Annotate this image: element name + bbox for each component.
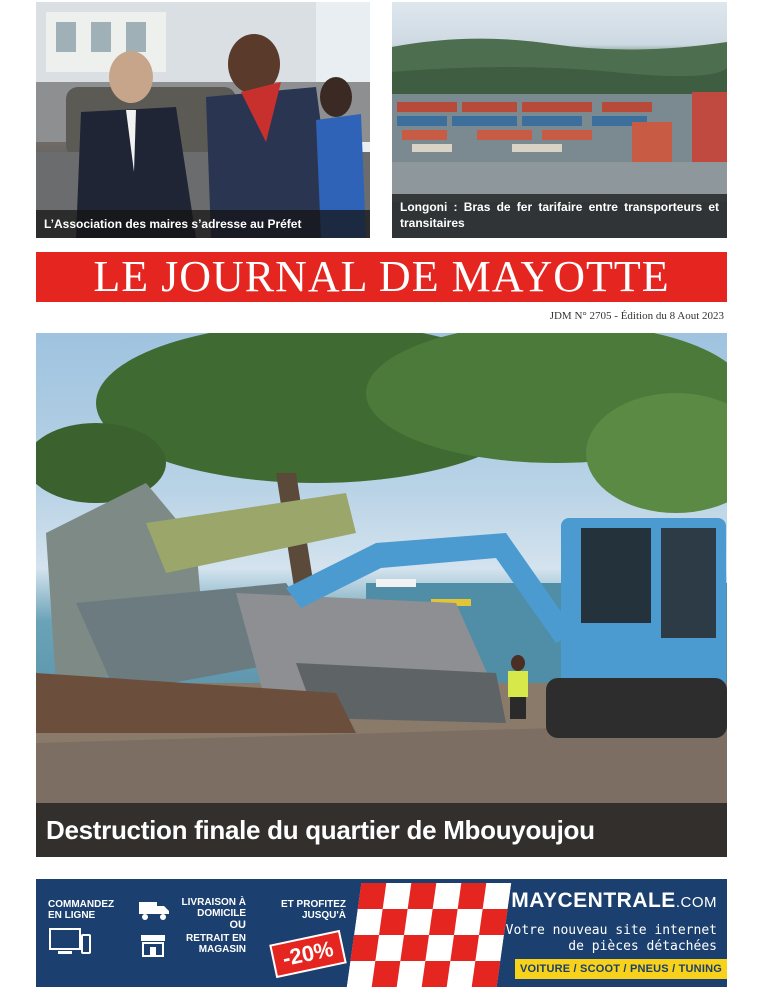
main-story-caption: Destruction finale du quartier de Mbouyoujou — [36, 803, 727, 857]
masthead: LE JOURNAL DE MAYOTTE — [36, 252, 727, 302]
demolition-illustration — [36, 333, 727, 857]
maycentrale-advertisement[interactable] — [36, 879, 727, 987]
ad-store-pickup: RETRAIT EN MAGASIN — [186, 933, 246, 955]
ad-home-delivery: LIVRAISON À DOMICILE — [181, 897, 246, 919]
top-story-photo-longoni[interactable] — [392, 2, 727, 238]
edition-info: JDM N° 2705 - Édition du 8 Aout 2023 — [549, 310, 724, 322]
top-story-caption: Longoni : Bras de fer tarifaire entre transporteurs et transitaires — [392, 194, 727, 238]
ad-tagline: Votre nouveau site internet de pièces détachées — [505, 923, 717, 954]
delivery-truck-icon — [138, 899, 170, 921]
ad-brand-name — [511, 889, 717, 913]
ad-brand-tld: .COM — [675, 894, 717, 911]
ad-discount-badge: -20% — [269, 930, 346, 978]
ad-categories-strip: VOITURE / SCOOT / PNEUS / TUNING — [515, 959, 727, 979]
main-story-photo[interactable] — [36, 333, 727, 857]
top-story-photo-prefet[interactable] — [36, 2, 370, 238]
ad-or: OU — [229, 919, 246, 931]
computer-phone-icon — [48, 927, 92, 959]
top-story-caption: L’Association des maires s’adresse au Préfet — [36, 210, 370, 238]
ad-enjoy-up-to: ET PROFITEZ JUSQU'À — [281, 899, 346, 921]
store-icon — [140, 933, 166, 957]
ad-order-online: COMMANDEZ EN LIGNE — [48, 899, 115, 921]
prefet-meeting-illustration — [36, 2, 370, 238]
ad-brand-main: MAYCENTRALE — [511, 889, 676, 912]
